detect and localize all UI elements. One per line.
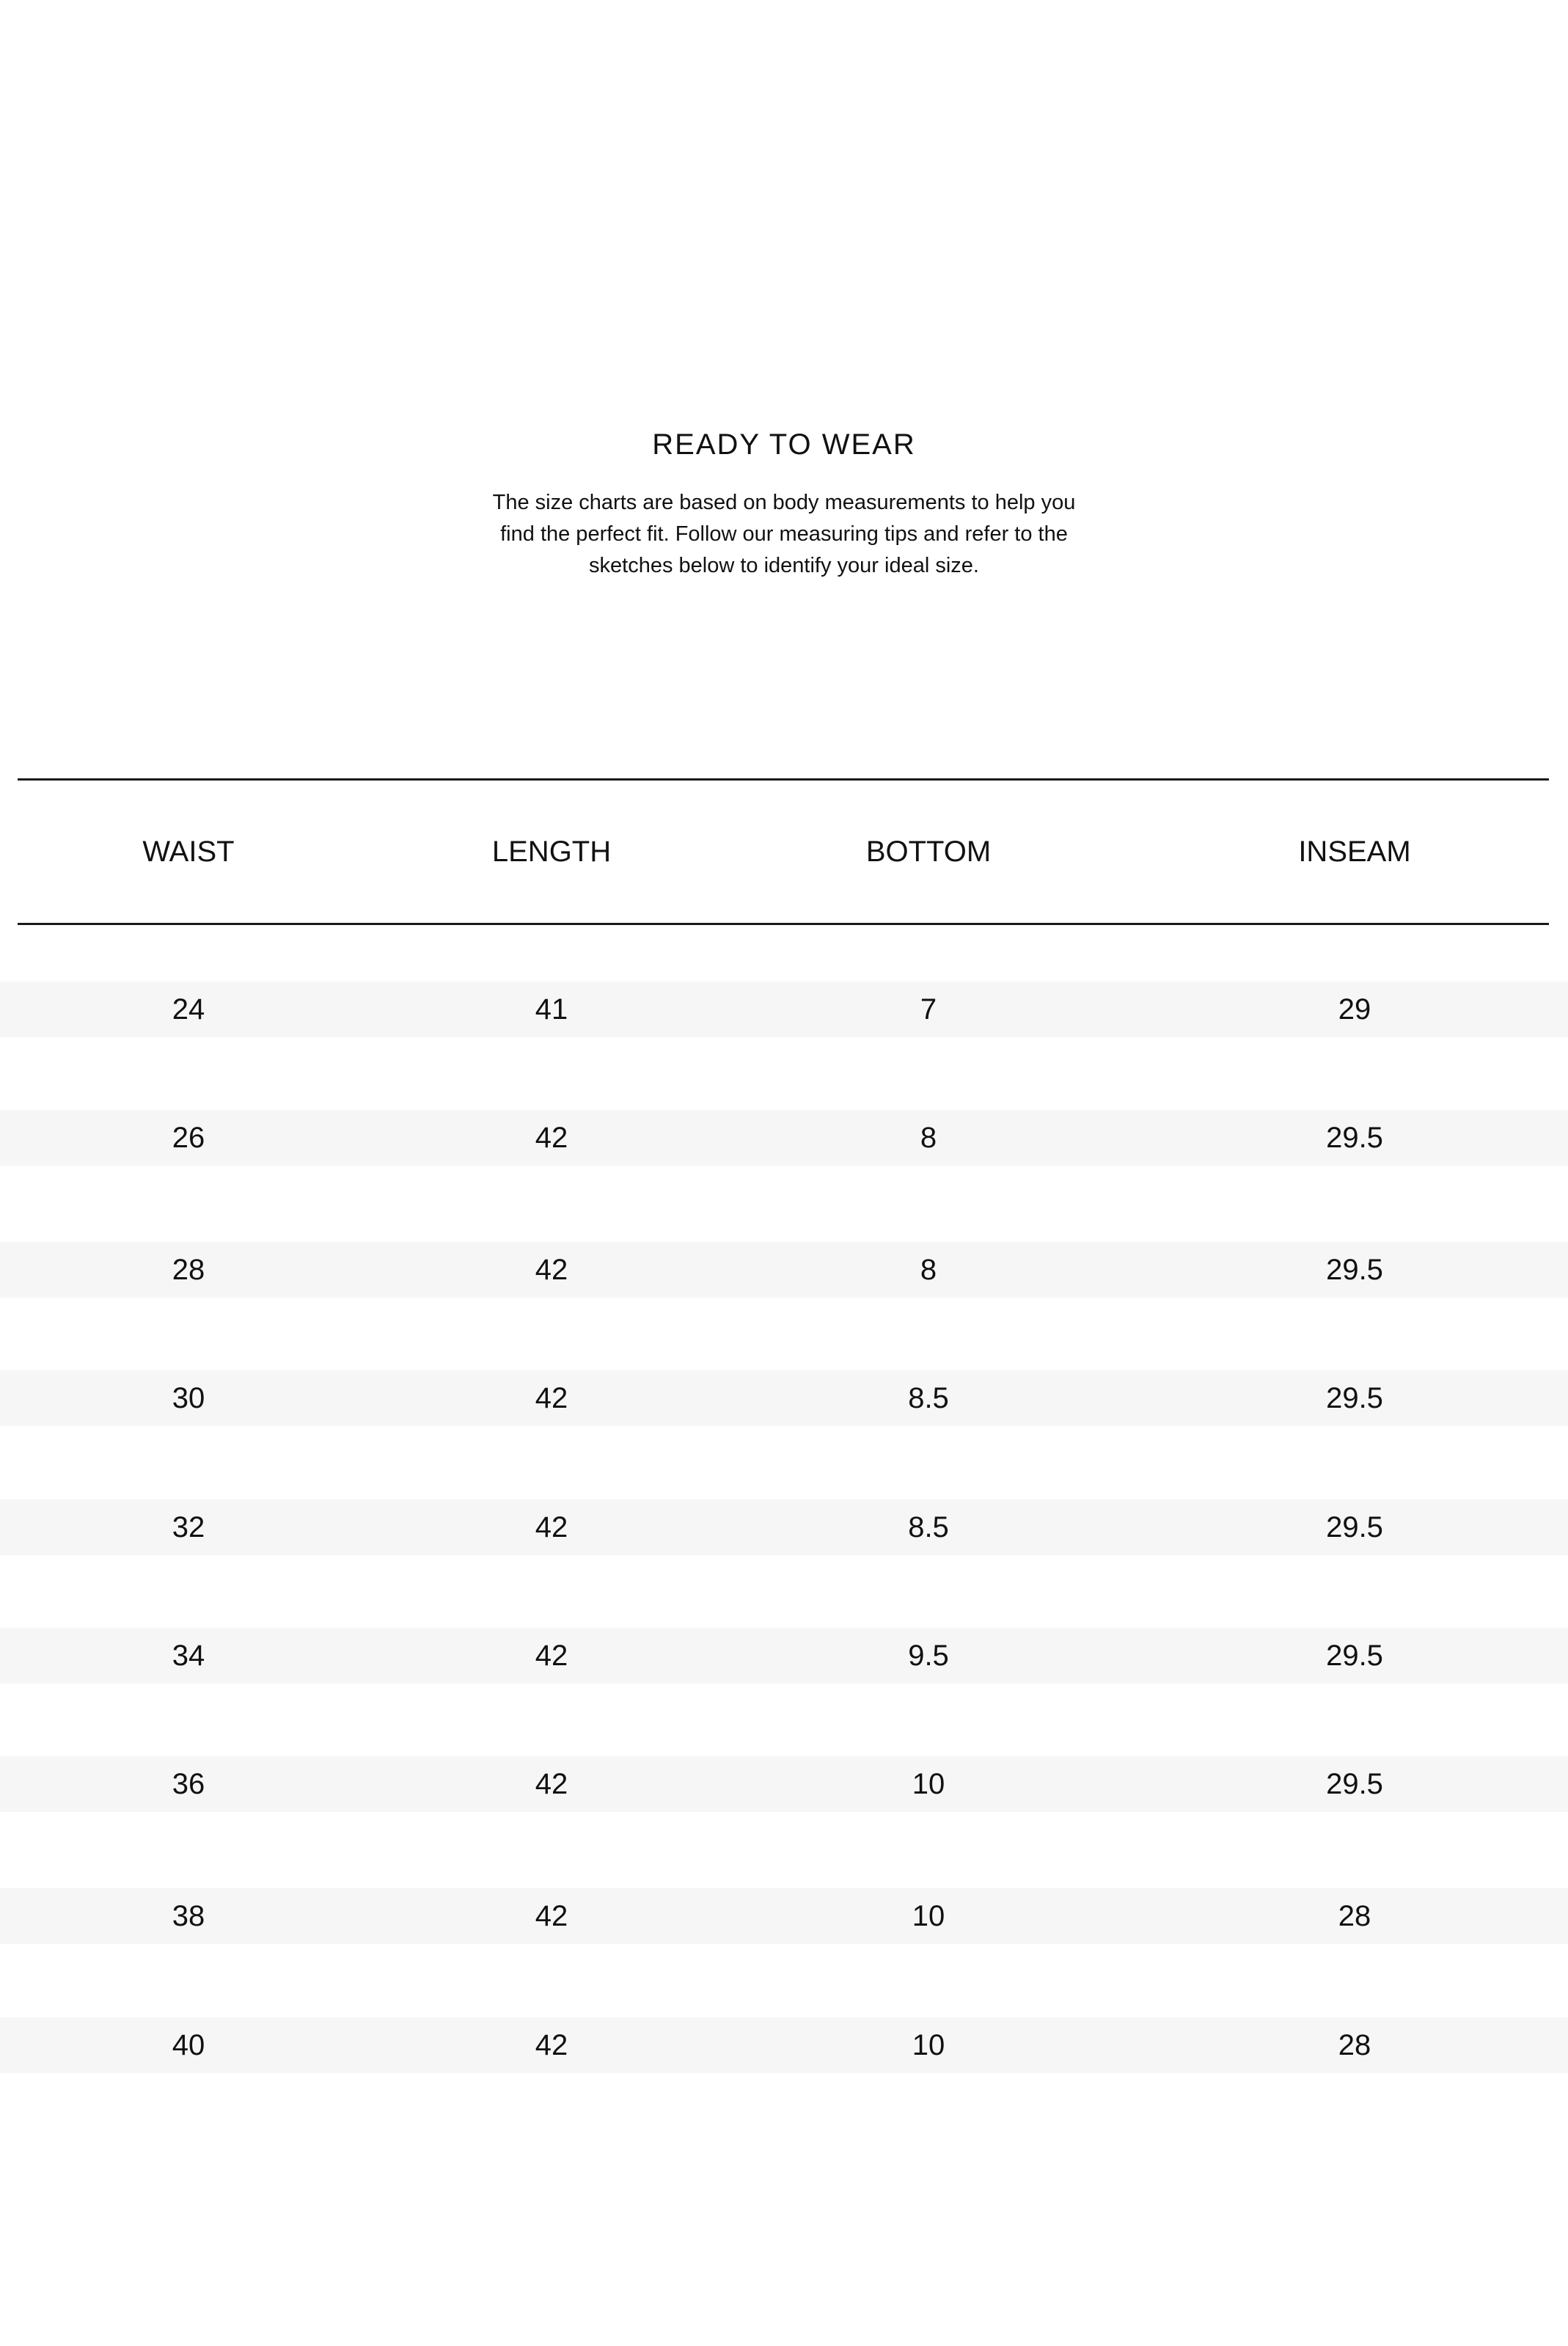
waist-cell: 26 — [172, 1122, 205, 1154]
length-cell: 41 — [535, 993, 568, 1026]
inseam-cell: 29.5 — [1326, 1122, 1383, 1154]
length-cell: 42 — [535, 1382, 568, 1414]
header-waist: WAIST — [142, 836, 235, 868]
waist-cell: 30 — [172, 1382, 205, 1414]
length-cell: 42 — [535, 1640, 568, 1672]
waist-cell: 28 — [172, 1254, 205, 1286]
inseam-cell: 28 — [1338, 2029, 1371, 2061]
bottom-cell: 8 — [920, 1254, 937, 1286]
length-cell: 42 — [535, 1768, 568, 1800]
inseam-cell: 29.5 — [1326, 1768, 1383, 1800]
table-row — [0, 1628, 1568, 1684]
length-cell: 42 — [535, 1122, 568, 1154]
bottom-cell: 7 — [920, 993, 937, 1026]
waist-cell: 34 — [172, 1640, 205, 1672]
bottom-cell: 10 — [912, 1768, 945, 1800]
table-row — [0, 982, 1568, 1037]
table-row — [0, 1242, 1568, 1298]
table-row — [0, 1110, 1568, 1166]
header-bottom: BOTTOM — [865, 836, 992, 868]
bottom-cell: 8.5 — [908, 1511, 949, 1543]
length-cell: 42 — [535, 1900, 568, 1932]
bottom-cell: 9.5 — [908, 1640, 949, 1672]
length-cell: 42 — [535, 1254, 568, 1286]
header-length: LENGTH — [491, 836, 612, 868]
length-cell: 42 — [535, 2029, 568, 2061]
bottom-cell: 10 — [912, 1900, 945, 1932]
inseam-cell: 29.5 — [1326, 1640, 1383, 1672]
inseam-cell: 29.5 — [1326, 1382, 1383, 1414]
bottom-cell: 10 — [912, 2029, 945, 2061]
table-row — [0, 1756, 1568, 1812]
waist-cell: 32 — [172, 1511, 205, 1543]
intro-text: The size charts are based on body measurements to help you find the perfect fit. Follow our measuring tips and refer to the sketches below to identify your ideal size. — [492, 491, 1076, 577]
header-bottom-rule — [18, 923, 1549, 925]
header-inseam: INSEAM — [1298, 836, 1411, 868]
size-table-header — [0, 781, 1568, 923]
waist-cell: 36 — [172, 1768, 205, 1800]
inseam-cell: 29.5 — [1326, 1254, 1383, 1286]
length-cell: 42 — [535, 1511, 568, 1543]
waist-cell: 40 — [172, 2029, 205, 2061]
table-row — [0, 1888, 1568, 1944]
inseam-cell: 29.5 — [1326, 1511, 1383, 1543]
table-row — [0, 1370, 1568, 1426]
table-row — [0, 1499, 1568, 1555]
inseam-cell: 29 — [1338, 993, 1371, 1026]
inseam-cell: 28 — [1338, 1900, 1371, 1932]
waist-cell: 38 — [172, 1900, 205, 1932]
waist-cell: 24 — [172, 993, 205, 1026]
page-title: READY TO WEAR — [652, 428, 916, 461]
bottom-cell: 8.5 — [908, 1382, 949, 1414]
table-row — [0, 2017, 1568, 2073]
bottom-cell: 8 — [920, 1122, 937, 1154]
